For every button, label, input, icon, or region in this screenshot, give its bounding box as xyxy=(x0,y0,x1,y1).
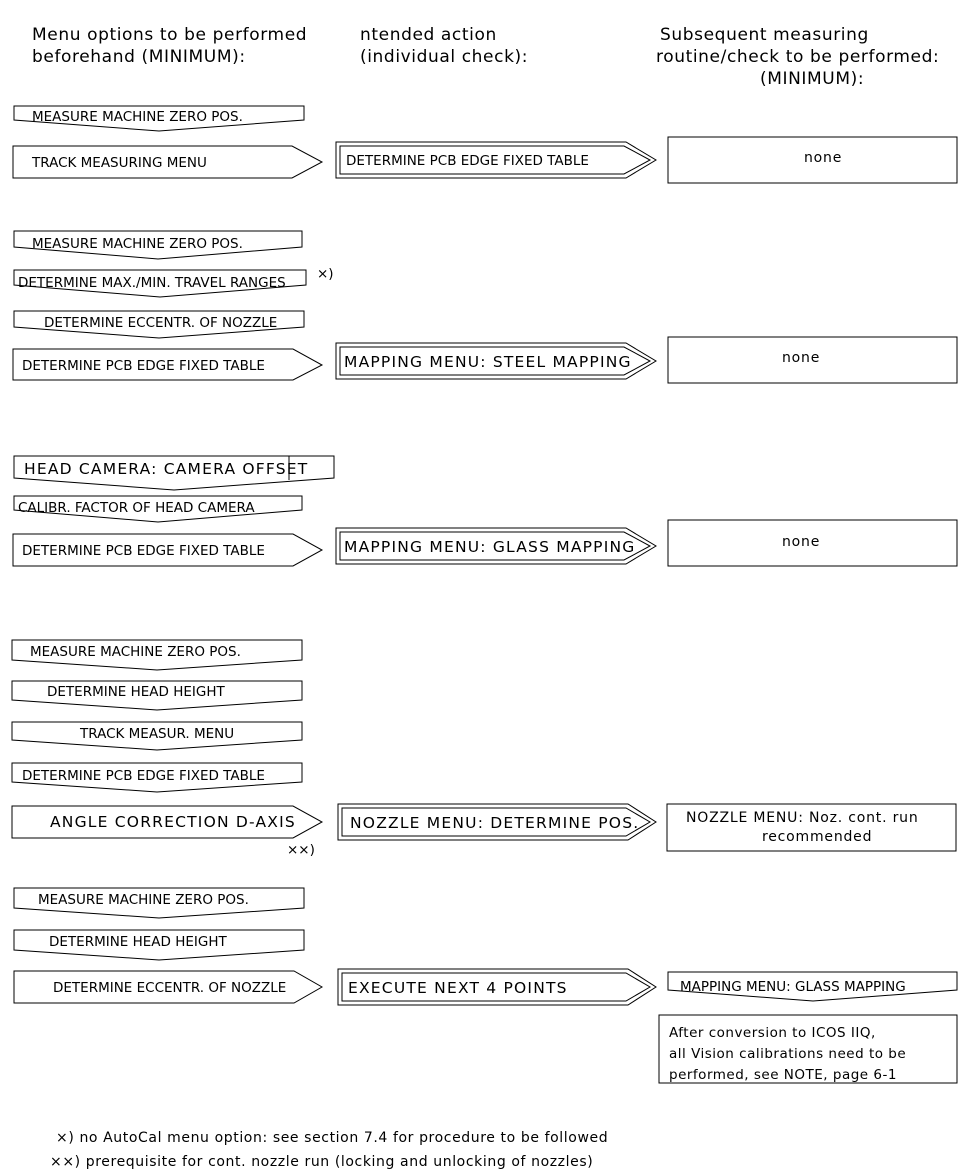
prereq-step xyxy=(12,681,302,710)
prereq-step xyxy=(12,722,302,750)
note-line3: performed, see NOTE, page 6-1 xyxy=(669,1067,897,1083)
prereq-step xyxy=(14,311,304,338)
intended-action-label: NOZZLE MENU: DETERMINE POS. xyxy=(350,814,640,832)
prereq-step xyxy=(14,496,302,522)
result-label: none xyxy=(782,534,821,550)
header-subsequent-check xyxy=(656,25,939,89)
prereq-final-step xyxy=(14,971,322,1003)
header-subsequent-line2: routine/check to be performed: xyxy=(656,47,940,67)
prereq-final-step xyxy=(13,534,322,566)
footnotes xyxy=(50,1130,608,1170)
prereq-label: DETERMINE HEAD HEIGHT xyxy=(49,934,227,950)
header-intended-action xyxy=(360,25,528,67)
result-box xyxy=(668,337,957,383)
group-3 xyxy=(13,456,957,566)
header-intended-line1: ntended action xyxy=(360,25,497,45)
prereq-step xyxy=(12,763,302,792)
header-prereq-line2: beforehand (MINIMUM): xyxy=(32,47,246,67)
intended-action-label: MAPPING MENU: STEEL MAPPING xyxy=(344,353,632,371)
prereq-label: MEASURE MACHINE ZERO POS. xyxy=(38,892,249,908)
intended-action-box xyxy=(336,142,656,178)
header-prereq-line1: Menu options to be performed xyxy=(32,25,308,45)
prereq-step xyxy=(14,270,306,297)
intended-action-box xyxy=(336,528,656,564)
prereq-final-step xyxy=(12,806,322,838)
prereq-label: HEAD CAMERA: CAMERA OFFSET xyxy=(24,460,309,478)
result-label-line2: recommended xyxy=(762,829,873,845)
result-box xyxy=(668,520,957,566)
intended-action-label: DETERMINE PCB EDGE FIXED TABLE xyxy=(346,153,589,169)
prereq-final-step xyxy=(13,349,322,380)
prereq-label: DETERMINE MAX./MIN. TRAVEL RANGES xyxy=(18,275,286,291)
prereq-label: ANGLE CORRECTION D-AXIS xyxy=(50,813,296,831)
prereq-label: DETERMINE ECCENTR. OF NOZZLE xyxy=(53,980,287,996)
note-line1: After conversion to ICOS IIQ, xyxy=(669,1025,876,1041)
prereq-label: DETERMINE PCB EDGE FIXED TABLE xyxy=(22,358,265,374)
prereq-step xyxy=(12,640,302,670)
prereq-label: CALIBR. FACTOR OF HEAD CAMERA xyxy=(18,500,255,516)
result-box xyxy=(667,804,956,851)
prereq-step xyxy=(14,888,304,918)
header-subsequent-line1: Subsequent measuring xyxy=(660,25,869,45)
header-intended-line2: (individual check): xyxy=(360,47,529,67)
footnote-1: ×) no AutoCal menu option: see section 7.4 for procedure to be followed xyxy=(56,1130,609,1146)
header-prerequisites xyxy=(32,25,307,67)
prereq-label: DETERMINE HEAD HEIGHT xyxy=(47,684,225,700)
result-box xyxy=(668,137,957,183)
prereq-step xyxy=(14,231,302,259)
result-label: MAPPING MENU: GLASS MAPPING xyxy=(680,979,906,995)
result-label: none xyxy=(804,150,843,166)
prereq-label: MEASURE MACHINE ZERO POS. xyxy=(30,644,241,660)
header-subsequent-line3: (MINIMUM): xyxy=(760,69,865,89)
note-line2: all Vision calibrations need to be xyxy=(669,1046,907,1062)
result-label-line1: NOZZLE MENU: Noz. cont. run xyxy=(686,810,919,826)
prereq-label: TRACK MEASUR. MENU xyxy=(80,726,235,742)
footnote-marker: ×) xyxy=(317,266,334,282)
prereq-label: MEASURE MACHINE ZERO POS. xyxy=(32,236,243,252)
intended-action-box xyxy=(338,969,656,1005)
footnote-marker: ××) xyxy=(287,842,315,858)
prereq-step xyxy=(14,456,334,490)
prereq-label: DETERMINE PCB EDGE FIXED TABLE xyxy=(22,768,265,784)
prereq-label: TRACK MEASURING MENU xyxy=(32,155,207,171)
prereq-final-step xyxy=(13,146,322,178)
group-1 xyxy=(13,106,957,183)
prereq-label: MEASURE MACHINE ZERO POS. xyxy=(32,109,243,125)
result-label: none xyxy=(782,350,821,366)
intended-action-label: EXECUTE NEXT 4 POINTS xyxy=(348,979,568,997)
result-arrow-box xyxy=(668,972,957,1001)
group-2 xyxy=(13,231,957,383)
group-5 xyxy=(14,888,957,1083)
prereq-step xyxy=(14,106,304,131)
prereq-step xyxy=(14,930,304,960)
prereq-label: DETERMINE PCB EDGE FIXED TABLE xyxy=(22,543,265,559)
group-4 xyxy=(12,640,956,858)
intended-action-box xyxy=(336,343,656,379)
intended-action-box xyxy=(338,804,656,840)
prereq-label: DETERMINE ECCENTR. OF NOZZLE xyxy=(44,315,278,331)
intended-action-label: MAPPING MENU: GLASS MAPPING xyxy=(344,538,636,556)
note-box xyxy=(659,1015,957,1083)
footnote-2: ××) prerequisite for cont. nozzle run (locking and unlocking of nozzles) xyxy=(50,1154,594,1170)
